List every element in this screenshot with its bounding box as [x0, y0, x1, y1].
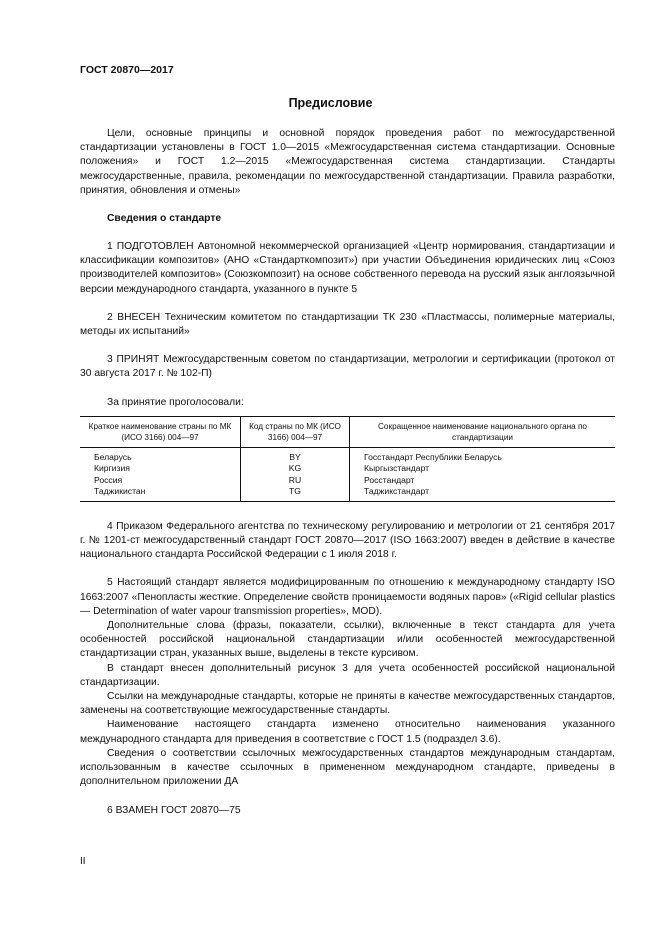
item-5-paragraph: В стандарт внесен дополнительный рисунок 3 для учета особенностей российской национальной стандартизации.: [80, 662, 615, 688]
country-cell: Беларусь: [80, 447, 241, 463]
item-5-paragraph: Сведения о соответствии ссылочных межгосударственных стандартов международным стандартам, использованным в качестве ссылочных в примененном международном стандарте, приведены в дополнительном приложении ДА: [80, 747, 615, 788]
item-5-paragraph: Дополнительные слова (фразы, показатели, ссылки), включенные в текст стандарта для учета особенностей российской национальной стандартизации и/или особенностей межгосударственной стандартизации стран, указанных выше, выделены в тексте курсивом.: [80, 620, 615, 660]
item-5-paragraph: Ссылки на международные стандарты, которые не приняты в качестве межгосударственных стандартов, заменены на соответствующие межгосударственные стандарты.: [80, 691, 615, 717]
document-body: [80, 127, 615, 818]
voting-table: [80, 416, 615, 502]
table-row: [80, 447, 615, 463]
item-2-paragraph: 2 ВНЕСЕН Техническим комитетом по стандартизации ТК 230 «Пластмассы, полимерные материалы, методы их испытаний»: [80, 311, 615, 338]
table-row: [80, 475, 615, 487]
vote-intro: За принятие проголосовали:: [107, 396, 244, 408]
column-header-country: Краткое наименование страны по МК (ИСО 3166) 004—97: [80, 416, 241, 447]
table-row: [80, 486, 615, 501]
code-cell: BY: [241, 447, 350, 463]
item-4-paragraph: 4 Приказом Федерального агентства по техническому регулированию и метрологии от 21 сентября 2017 г. № 1201-ст межгосударственный стандарт ГОСТ 20870—2017 (ISO 1663:2007) введен в действие в качестве национального стандарта Российской Федерации с 1 июля 2018 г.: [80, 520, 615, 561]
body-cell: Таджикстандарт: [350, 486, 616, 501]
item-1-paragraph: 1 ПОДГОТОВЛЕН Автономной некоммерческой организацией «Центр нормирования, стандартизации и классификации композитов» (АНО «Стандарткомпозит») при участии Объединения юридических лиц «Союз производителей композитов» (Союзкомпозит) на основе собственного перевода на русский язык англоязычной версии международного стандарта, указанного в пункте 5: [80, 241, 615, 295]
country-cell: Таджикистан: [80, 486, 241, 501]
table-row: [80, 463, 615, 475]
country-cell: Россия: [80, 475, 241, 487]
item-3-paragraph: 3 ПРИНЯТ Межгосударственным советом по стандартизации, метрологии и сертификации (протокол от 30 августа 2017 г. № 102-П): [80, 354, 615, 380]
page-title: Предисловие: [288, 96, 373, 110]
body-cell: Госстандарт Республики Беларусь: [364, 451, 502, 462]
item-6-paragraph: 6 ВЗАМЕН ГОСТ 20870—75: [107, 804, 241, 816]
intro-paragraph: Цели, основные принципы и основной порядок проведения работ по межгосударственной стандартизации установлены в ГОСТ 1.0—2015 «Межгосударственная система стандартизации. Основные положения» и ГОСТ 1.2—2015 «Межгосударственная система стандартизации. Стандарты межгосударственные, правила, рекомендации по межгосударственной стандартизации. Правила разработки, принятия, обновления и отмены»: [80, 128, 615, 196]
item-5-paragraph: Наименование настоящего стандарта изменено относительно наименования указанного международного стандарта для приведения в соответствие с ГОСТ 1.5 (подраздел 3.6).: [80, 719, 615, 745]
table-header-row: [80, 416, 615, 447]
code-cell: KG: [241, 463, 350, 475]
code-cell: RU: [241, 475, 350, 487]
body-cell: Росстандарт: [364, 474, 415, 485]
code-cell: TG: [241, 486, 350, 501]
body-cell: Кыргызстандарт: [364, 463, 430, 474]
country-cell: Киргизия: [80, 463, 241, 475]
document-code-header: ГОСТ 20870—2017: [80, 64, 174, 76]
column-header-code: Код страны по МК (ИСО 3166) 004—97: [241, 416, 350, 447]
page-number: II: [80, 856, 86, 867]
section-title: Сведения о стандарте: [107, 213, 222, 225]
item-5-paragraph: 5 Настоящий стандарт является модифицированным по отношению к международному стандарту ISO 1663:2007 «Пенопласты жесткие. Определение свойств проницаемости водяных паров» («Rigid cellular plastics — Determination of water vapour transmission properties», MOD).: [80, 577, 615, 617]
column-header-body: Сокращенное наименование национального органа по стандартизации: [350, 416, 616, 447]
